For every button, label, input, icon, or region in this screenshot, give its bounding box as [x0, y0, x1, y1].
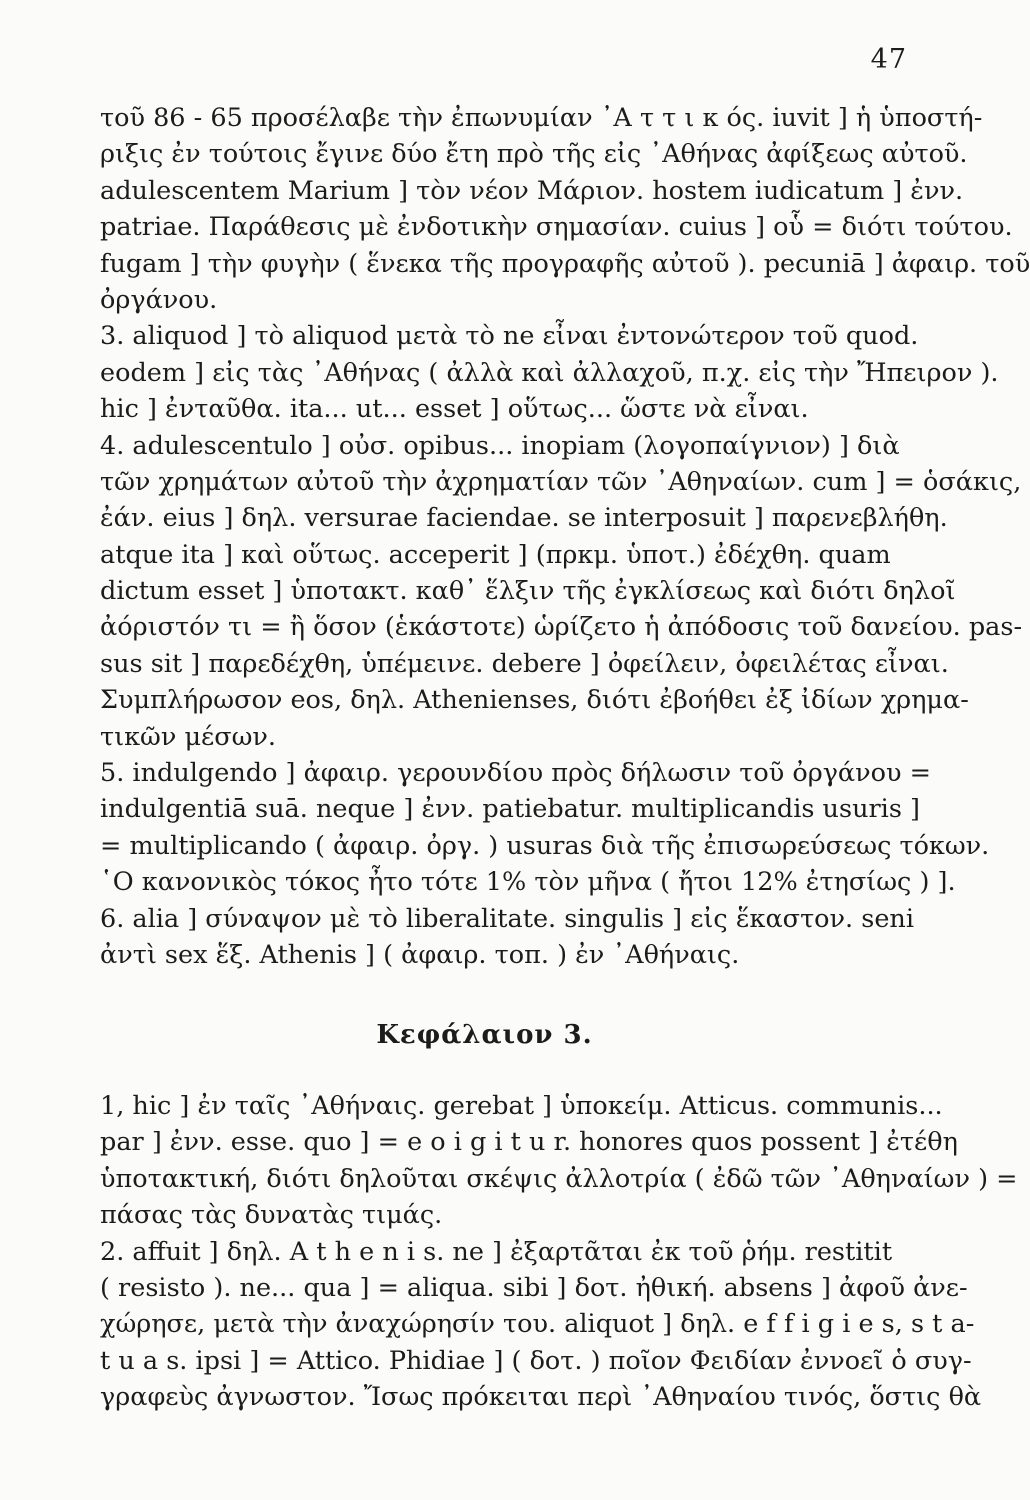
text-line: 1, hic ] ἐν ταῖς ᾿Αθήναις. gerebat ] ὑποκείμ. Atticus. communis...	[100, 1091, 943, 1121]
text-line: t u a s. ipsi ] = Attico. Phidiae ] ( δοτ. ) ποῖον Φειδίαν ἐννοεῖ ὁ συγ-	[100, 1345, 972, 1376]
text-line: Συμπλήρωσον eos, δηλ. Athenienses, διότι ἐβοήθει ἐξ ἰδίων χρημα-	[100, 685, 969, 716]
text-line: 5. indulgendo ] ἀφαιρ. γερουνδίου πρὸς δήλωσιν τοῦ ὀργάνου =	[100, 758, 931, 789]
chapter-heading: Κεφάλαιον 3.	[376, 1020, 593, 1050]
text-line: atque ita ] καὶ οὕτως. acceperit ] (πρκμ. ὑποτ.) ἐδέχθη. quam	[100, 539, 891, 570]
text-line: τικῶν μέσων.	[100, 721, 277, 752]
text-line: ὀργάνου.	[100, 284, 218, 315]
text-line: par ] ἐνν. esse. quo ] = e o i g i t u r. honores quos possent ] ἐτέθη	[100, 1127, 958, 1158]
text-line: 2. affuit ] δηλ. A t h e n i s. ne ] ἐξαρτᾶται ἐκ τοῦ ῥήμ. restitit	[100, 1236, 893, 1267]
text-line: τῶν χρημάτων αὐτοῦ τὴν ἀχρηματίαν τῶν ᾿Αθηναίων. cum ] = ὁσάκις,	[100, 466, 1022, 497]
text-line: sus sit ] παρεδέχθη, ὑπέμεινε. debere ] ὀφείλειν, ὀφειλέτας εἶναι.	[100, 648, 949, 679]
text-line: τοῦ 86 - 65 προσέλαβε τὴν ἐπωνυμίαν ᾿Α τ τ ι κ ός. iuvit ] ἡ ὑποστή-	[100, 103, 983, 133]
text-line: ἀντὶ sex ἕξ. Athenis ] ( ἀφαιρ. τοπ. ) ἐν ᾿Αθήναις.	[100, 939, 740, 970]
text-line: ριξις ἐν τούτοις ἔγινε δύο ἔτη πρὸ τῆς εἰς ᾿Αθήνας ἀφίξεως αὐτοῦ.	[100, 139, 968, 170]
text-line: dictum esset ] ὑποτακτ. καθ᾿ ἕλξιν τῆς ἐγκλίσεως καὶ διότι δηλοῖ	[100, 576, 956, 607]
text-line: fugam ] τὴν φυγὴν ( ἕνεκα τῆς προγραφῆς αὐτοῦ ). pecuniā ] ἀφαιρ. τοῦ	[100, 248, 1030, 279]
text-line: ῾Ο κανονικὸς τόκος ἦτο τότε 1% τὸν μῆνα ( ἤτοι 12% ἐτησίως ) ].	[100, 867, 956, 898]
text-line: ὑποτακτική, διότι δηλοῦται σκέψις ἀλλοτρία ( ἐδῶ τῶν ᾿Αθηναίων ) =	[100, 1163, 1018, 1194]
text-line: = multiplicando ( ἀφαιρ. ὀργ. ) usuras διὰ τῆς ἐπισωρεύσεως τόκων.	[100, 830, 990, 861]
text-line: ἐάν. eius ] δηλ. versurae faciendae. se interposuit ] παρενεβλήθη.	[100, 503, 948, 534]
text-line: adulescentem Marium ] τὸν νέον Μάριον. hostem iudicatum ] ἐνν.	[100, 175, 964, 206]
text-line: hic ] ἐνταῦθα. ita... ut... esset ] οὕτως... ὥστε νὰ εἶναι.	[100, 394, 809, 425]
text-line: γραφεὺς ἀγνωστον. Ἴσως πρόκειται περὶ ᾿Αθηναίου τινός, ὅστις θὰ	[100, 1382, 982, 1413]
text-line: 4. adulescentulo ] οὐσ. opibus... inopiam (λογοπαίγνιον) ] διὰ	[100, 430, 900, 461]
text-line: ( resisto ). ne... qua ] = aliqua. sibi ] δοτ. ἠθική. absens ] ἀφοῦ ἀνε-	[100, 1272, 968, 1303]
text-line: πάσας τὰς δυνατὰς τιμάς.	[100, 1200, 443, 1231]
text-line: indulgentiā suā. neque ] ἐνν. patiebatur. multiplicandis usuris ]	[100, 794, 920, 825]
text-line: patriae. Παράθεσις μὲ ἐνδοτικὴν σημασίαν. cuius ] οὗ = διότι τούτου.	[100, 212, 1013, 243]
commentary-text-upper	[100, 100, 1030, 973]
text-line: eodem ] εἰς τὰς ᾿Αθήνας ( ἀλλὰ καὶ ἀλλαχοῦ, π.χ. εἰς τὴν Ἤπειρον ).	[100, 357, 999, 388]
text-line: 6. alia ] σύναψον μὲ τὸ liberalitate. singulis ] εἰς ἕκαστον. seni	[100, 903, 914, 934]
text-line: ἀόριστόν τι = ἢ ὅσον (ἑκάστοτε) ὡρίζετο ἡ ἀπόδοσις τοῦ δανείου. pas-	[100, 612, 1023, 643]
text-line: χώρησε, μετὰ τὴν ἀναχώρησίν του. aliquot ] δηλ. e f f i g i e s, s t a-	[100, 1309, 975, 1340]
text-line: 3. aliquod ] τὸ aliquod μετὰ τὸ ne εἶναι ἐντονώτερον τοῦ quod.	[100, 321, 919, 352]
page-number: 47	[870, 44, 907, 75]
commentary-text-lower	[100, 1088, 1018, 1416]
